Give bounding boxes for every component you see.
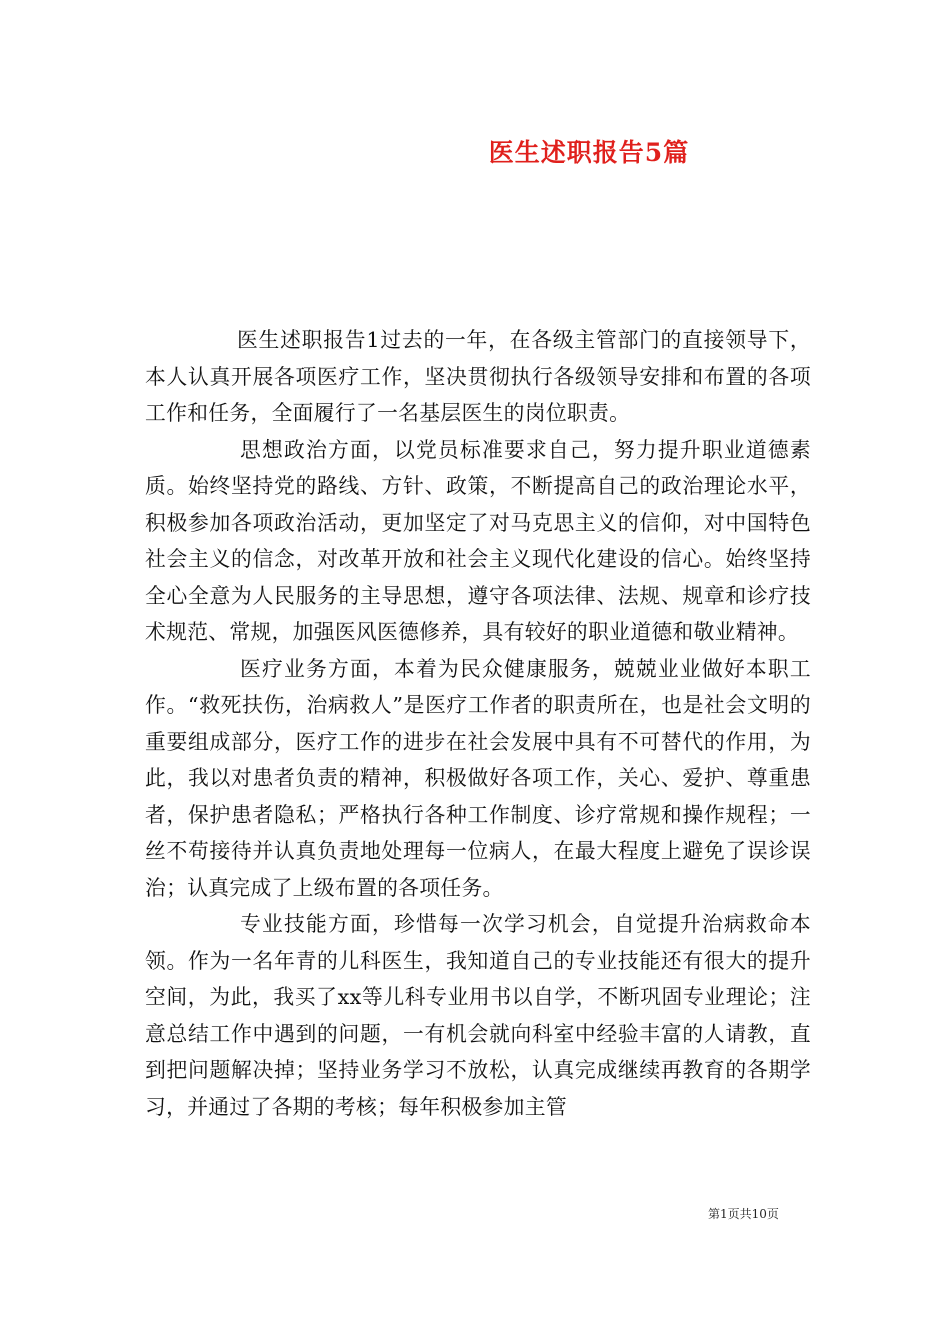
paragraph-political: 思想政治方面，以党员标准要求自己，努力提升职业道德素质。始终坚持党的路线、方针、政策，不断提高自己的政治理论水平，积极参加各项政治活动，更加坚定了对马克思主义的信仰，对中国特色社会主义的信念，对改革开放和社会主义现代化建设的信心。始终坚持全心全意为人民服务的主导思想，遵守各项法律、法规、规章和诊疗技术规范、常规，加强医风医德修养，具有较好的职业道德和敬业精神。 <box>145 437 811 644</box>
document-body <box>145 322 811 1125</box>
paragraph-medical-work: 医疗业务方面，本着为民众健康服务，兢兢业业做好本职工作。“救死扶伤，治病救人”是医疗工作者的职责所在，也是社会文明的重要组成部分，医疗工作的进步在社会发展中具有不可替代的作用，为此，我以对患者负责的精神，积极做好各项工作，关心、爱护、尊重患者，保护患者隐私；严格执行各种工作制度、诊疗常规和操作规程；一丝不苟接待并认真负责地处理每一位病人，在最大程度上避免了误诊误治；认真完成了上级布置的各项任务。 <box>145 656 811 900</box>
page-number-footer: 第1页共10页 <box>708 1207 779 1221</box>
paragraph-professional-skills: 专业技能方面，珍惜每一次学习机会，自觉提升治病救命本领。作为一名年青的儿科医生，我知道自己的专业技能还有很大的提升空间，为此，我买了xx等儿科专业用书以自学，不断巩固专业理论；注意总结工作中遇到的问题，一有机会就向科室中经验丰富的人请教，直到把问题解决掉；坚持业务学习不放松，认真完成继续再教育的各期学习，并通过了各期的考核；每年积极参加主管 <box>145 912 811 1119</box>
paragraph-intro: 医生述职报告1过去的一年，在各级主管部门的直接领导下，本人认真开展各项医疗工作，坚决贯彻执行各级领导安排和布置的各项工作和任务，全面履行了一名基层医生的岗位职责。 <box>145 328 811 425</box>
page-title: 医生述职报告5篇 <box>488 138 690 167</box>
